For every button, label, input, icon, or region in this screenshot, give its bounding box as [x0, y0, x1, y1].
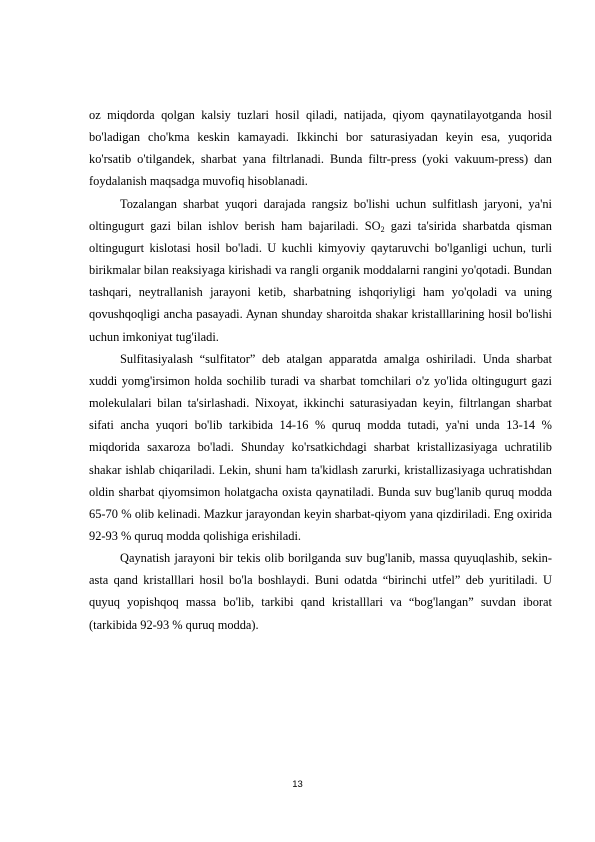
body-text — [89, 104, 552, 636]
paragraph-3 — [89, 348, 552, 547]
paragraph-4-text: Qaynatish jarayoni bir tekis olib borilganda suv bug'lanib, massa quyuqlashib, sekin-asta qand kristalllari hosil bo'la boshlaydi. Buni odatda “birinchi utfel” deb yuritiladi. U quyuq yopishqoq massa bo'lib, tarkibi qand kristalllari va “bog'langan” suvdan iborat (tarkibida 92-93 % quruq modda). — [89, 551, 552, 632]
page-number: 13 — [292, 779, 303, 790]
paragraph-3-text: Sulfitasiyalash “sulfitator” deb atalgan apparatda amalga oshiriladi. Unda sharbat xuddi yomg'irsimon holda sochilib turadi va sharbat tomchilari o'z yo'lida oltingugurt gazi molekulalari bilan ta'sirlashadi. Nixoyat, ikkinchi saturasiyadan keyin, filtrlangan sharbat sifati ancha yuqori bo'lib tarkibida 14-16 % quruq modda tutadi, ya'ni unda 13-14 % miqdorida saxaroza bo'ladi. Shunday ko'rsatkichdagi sharbat kristallizasiyaga uchratilib shakar ishlab chiqariladi. Lekin, shuni ham ta'kidlash zarurki, kristallizasiyaga uchratishdan oldin sharbat qiyomsimon holatgacha oxista qaynatiladi. Bunda suv bug'lanib quruq modda 65-70 % olib kelinadi. Mazkur jarayondan keyin sharbat-qiyom yana qizdiriladi. Eng oxirida 92-93 % quruq modda qolishiga erishiladi. — [89, 351, 552, 543]
paragraph-4 — [89, 547, 552, 636]
paragraph-2-text-b: gazi ta'sirida sharbatda qisman oltingugurt kislotasi hosil bo'ladi. U kuchli kimyoviy qaytaruvchi bo'lganligi uchun, turli birikmalar bilan reaksiyaga kirishadi va rangli organik moddalarni rangini yo'qotadi. Bundan tashqari, neytrallanish jarayoni ketib, sharbatning ishqoriyligi ham yo'qoladi va uning qovushqoqligi ancha pasayadi. Aynan shunday sharoitda shakar kristalllarining hosil bo'lishi uchun imkoniyat tug'iladi. — [89, 218, 552, 344]
paragraph-2-text-a: Tozalangan sharbat yuqori darajada rangsiz bo'lishi uchun sulfitlash jaryoni, ya'ni oltingugurt gazi bilan ishlov berish ham bajariladi. SO — [89, 196, 552, 233]
subscript-2: 2 — [380, 224, 385, 234]
paragraph-1 — [89, 104, 552, 193]
paragraph-1-text: oz miqdorda qolgan kalsiy tuzlari hosil qiladi, natijada, qiyom qaynatilayotganda hosil bo'ladigan cho'kma keskin kamayadi. Ikkinchi bor saturasiyadan keyin esa, yuqorida ko'rsatib o'tilgandek, sharbat yana filtrlanadi. Bunda filtr-press (yoki vakuum-press) dan foydalanish maqsadga muvofiq hisoblanadi. — [89, 108, 552, 189]
paragraph-2 — [89, 193, 552, 348]
